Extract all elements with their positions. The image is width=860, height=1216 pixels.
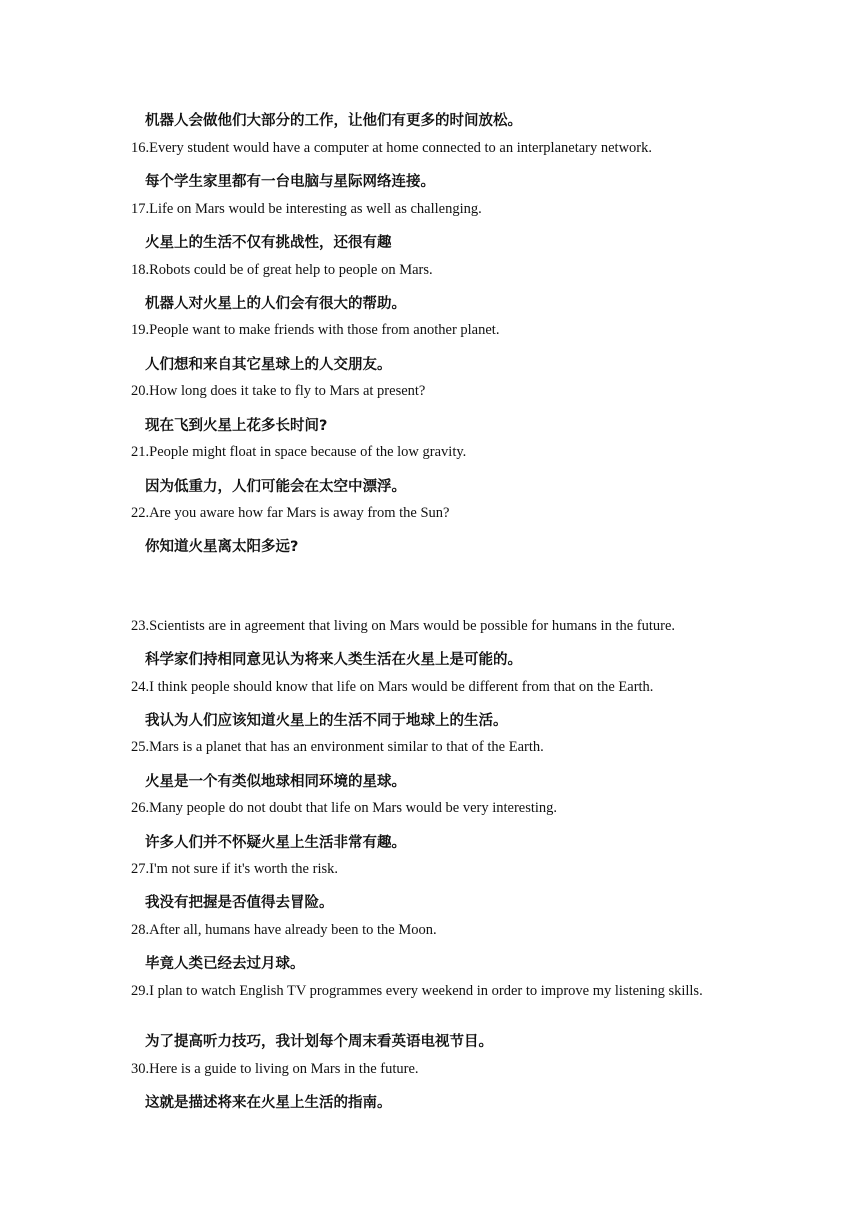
sentence-line: 22.Are you aware how far Mars is away from the Sun? [131,505,450,521]
translation-line: 机器人对火星上的人们会有很大的帮助。 [145,296,406,312]
sentence-line: 27.I'm not sure if it's worth the risk. [131,861,338,877]
translation-line: 这就是描述将来在火星上生活的指南。 [145,1095,392,1111]
translation-line: 科学家们持相同意见认为将来人类生活在火星上是可能的。 [145,652,522,668]
translation-line: 为了提高听力技巧，我计划每个周末看英语电视节目。 [145,1034,493,1050]
sentence-line: 25.Mars is a planet that has an environment similar to that of the Earth. [131,739,544,755]
translation-line: 我没有把握是否值得去冒险。 [145,895,334,911]
translation-line: 毕竟人类已经去过月球。 [145,956,305,972]
sentence-line: 17.Life on Mars would be interesting as well as challenging. [131,201,482,217]
translation-line: 机器人会做他们大部分的工作，让他们有更多的时间放松。 [145,113,522,129]
sentence-line: 21.People might float in space because of the low gravity. [131,444,467,460]
sentence-line: 20.How long does it take to fly to Mars at present? [131,383,426,399]
translation-line: 人们想和来自其它星球上的人交朋友。 [145,357,392,373]
translation-line: 因为低重力，人们可能会在太空中漂浮。 [145,479,406,495]
translation-line: 火星上的生活不仅有挑战性，还很有趣 [145,235,392,251]
sentence-line: 28.After all, humans have already been to the Moon. [131,922,437,938]
sentence-line: 18.Robots could be of great help to people on Mars. [131,262,433,278]
translation-line: 我认为人们应该知道火星上的生活不同于地球上的生活。 [145,713,508,729]
translation-line: 你知道火星离太阳多远? [145,539,299,555]
translation-line: 现在飞到火星上花多长时间? [145,418,328,434]
sentence-line: 29.I plan to watch English TV programmes every weekend in order to improve my listening skills. [131,983,703,999]
sentence-line: 16.Every student would have a computer at home connected to an interplanetary network. [131,140,653,156]
sentence-line: 19.People want to make friends with those from another planet. [131,322,500,338]
translation-line: 许多人们并不怀疑火星上生活非常有趣。 [145,835,406,851]
sentence-line: 23.Scientists are in agreement that living on Mars would be possible for humans in the future. [131,618,676,634]
sentence-line: 26.Many people do not doubt that life on Mars would be very interesting. [131,800,558,816]
sentence-line: 30.Here is a guide to living on Mars in the future. [131,1061,419,1077]
sentence-line: 24.I think people should know that life on Mars would be different from that on the Earth. [131,679,654,695]
translation-line: 火星是一个有类似地球相同环境的星球。 [145,774,406,790]
translation-line: 每个学生家里都有一台电脑与星际网络连接。 [145,174,435,190]
